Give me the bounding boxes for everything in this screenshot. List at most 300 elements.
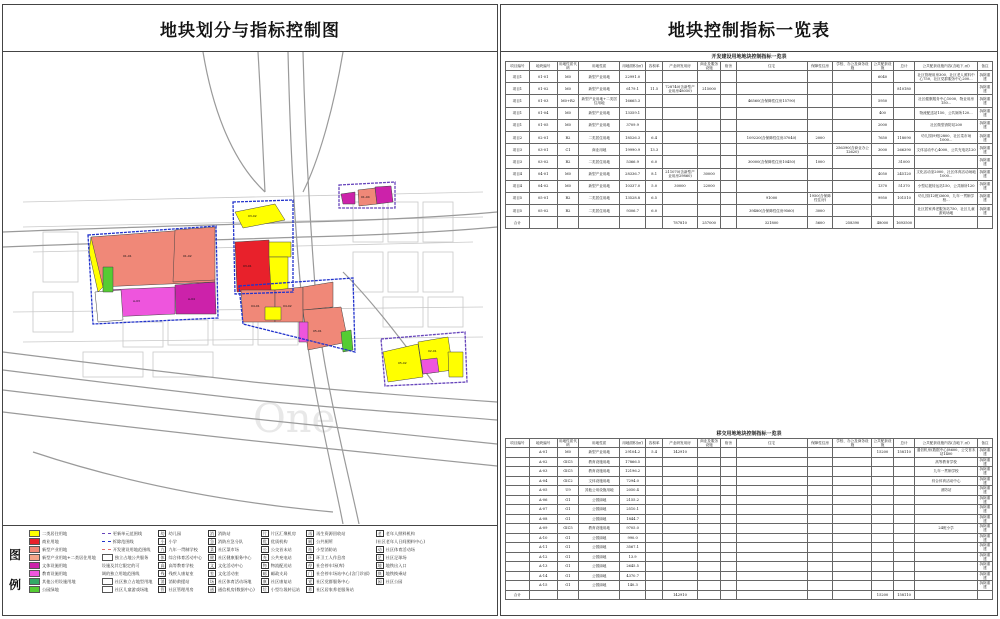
table-cell <box>697 95 721 107</box>
table-cell <box>506 524 530 534</box>
legend-facility-icon: 管 <box>160 587 165 592</box>
table-header-row <box>506 62 993 71</box>
table-cell <box>893 107 915 119</box>
table-cell: 6179.1 <box>620 83 646 95</box>
table-cell <box>893 476 915 486</box>
legend-label: 设施及其它限定的可 <box>101 563 140 568</box>
legend-facility-icon: 换 <box>377 571 382 576</box>
table-cell <box>646 524 663 534</box>
table-cell: 1370 <box>872 180 894 192</box>
table-cell: 九年一贯制学校 <box>915 467 977 477</box>
table-cell <box>915 83 977 95</box>
table-cell <box>697 495 721 505</box>
table-cell <box>721 168 736 180</box>
table-cell <box>646 514 663 524</box>
table-cell <box>646 107 663 119</box>
legend-label: 调的独立用地范围线 <box>101 571 140 576</box>
svg-text:A-04: A-04 <box>188 297 195 301</box>
table-cell <box>736 533 807 543</box>
legend-label: 残疾人康复室 <box>168 571 194 576</box>
table-cell: 01-05 <box>529 119 557 131</box>
table-cell: 01-04 <box>529 107 557 119</box>
table-cell <box>833 448 872 458</box>
table-cell: 15200 <box>872 448 894 458</box>
table-cell <box>807 590 833 600</box>
legend-facility-icon: 高 <box>160 563 165 568</box>
legend-item <box>158 546 202 553</box>
table-cell: A-07 <box>529 505 557 515</box>
legend-facility-icon: 门 <box>308 571 313 576</box>
table-cell <box>697 448 721 458</box>
table-cell <box>807 571 833 581</box>
table-cell <box>915 552 977 562</box>
table-cell <box>506 581 530 591</box>
table-cell <box>736 71 807 83</box>
table-cell <box>915 543 977 553</box>
table-cell <box>697 71 721 83</box>
table-cell: 二类居住用地 <box>579 131 620 143</box>
table-cell <box>721 180 736 192</box>
table-cell: 19990.9 <box>620 144 646 156</box>
table-cell: M0 <box>557 448 579 458</box>
table-cell <box>893 495 915 505</box>
legend-swatch <box>102 554 113 561</box>
table-cell <box>697 131 721 143</box>
table-cell: 新型产业用地+二类居住用地 <box>579 95 620 107</box>
legend-swatch <box>29 530 40 537</box>
table-cell: 新型产业用地 <box>579 180 620 192</box>
table-cell <box>721 448 736 458</box>
legend-label: 更新单元范围线 <box>112 531 143 536</box>
table-cell: 13.3 <box>646 144 663 156</box>
table-cell: M0+R2 <box>557 95 579 107</box>
table-cell <box>872 505 894 515</box>
table-cell: 05-02 <box>529 205 557 217</box>
table-cell <box>663 486 697 496</box>
table-cell: M0 <box>557 107 579 119</box>
table-cell <box>736 180 807 192</box>
table-cell <box>915 514 977 524</box>
table-cell <box>721 95 736 107</box>
table-cell: A-10 <box>529 533 557 543</box>
table-cell: 拆除重建 <box>977 180 992 192</box>
table-cell <box>721 83 736 95</box>
legend-title: 图例 <box>9 548 22 592</box>
table-cell: 215000 <box>697 83 721 95</box>
transfer-land-table-section <box>505 430 993 600</box>
legend-facility-icon: 通 <box>209 587 214 592</box>
table-cell <box>721 552 736 562</box>
table-row <box>506 543 993 553</box>
table-cell <box>697 192 721 204</box>
table-cell <box>977 217 992 229</box>
table-cell: 拆除重建 <box>977 168 992 180</box>
legend-facility-icon: 片 <box>262 531 267 536</box>
table-cell <box>807 95 833 107</box>
table-cell: 项目3 <box>506 156 530 168</box>
table-cell: 31000 <box>893 156 915 168</box>
table-cell: 拆除重建 <box>977 83 992 95</box>
table-cell <box>663 107 697 119</box>
table-cell <box>721 107 736 119</box>
legend-label: 通信机房(数据中心) <box>217 587 255 592</box>
table-cell: 教育设施用地 <box>579 467 620 477</box>
table-cell <box>697 156 721 168</box>
table-cell: 2510.1 <box>620 505 646 515</box>
table-cell <box>833 486 872 496</box>
table-cell: 266390 <box>893 144 915 156</box>
table-cell: G1 <box>557 571 579 581</box>
table-cell <box>893 71 915 83</box>
table-cell <box>663 467 697 477</box>
table-cell <box>807 71 833 83</box>
table-cell: 其他公用设施用地 <box>579 486 620 496</box>
table-cell: G1 <box>557 514 579 524</box>
table-cell <box>646 457 663 467</box>
legend-label: 高等教育学校 <box>168 563 194 568</box>
legend-item <box>261 562 300 569</box>
table-cell <box>807 533 833 543</box>
table-cell: M0 <box>557 83 579 95</box>
legend-item <box>261 546 300 553</box>
legend-facility-icon: 急 <box>209 539 214 544</box>
legend-facility-icon: 垃 <box>262 587 267 592</box>
table-cell <box>646 217 663 229</box>
table-header-cell: 地块编号 <box>529 62 557 71</box>
table-cell <box>872 495 894 505</box>
table-cell: 拆除重建 <box>977 524 992 534</box>
table-cell: 拆除重建 <box>977 467 992 477</box>
table-cell: 5950 <box>872 95 894 107</box>
table-cell: 48000 <box>872 217 894 229</box>
table-row <box>506 571 993 581</box>
table-cell <box>620 590 646 600</box>
table-cell <box>506 495 530 505</box>
legend-line-icon <box>102 541 111 542</box>
table-cell: 158110 <box>893 448 915 458</box>
table-cell: 新型产业用地 <box>579 107 620 119</box>
table-cell: 拆除重建 <box>977 562 992 572</box>
table-cell: R2 <box>557 131 579 143</box>
table-cell: 7650 <box>872 131 894 143</box>
table-cell: 拆除重建 <box>977 552 992 562</box>
table-header-cell: 宿舍 <box>721 62 736 71</box>
table-cell: G1 <box>557 543 579 553</box>
table-header-cell: 保障性住房 <box>807 62 833 71</box>
table-cell: 拆除重建 <box>977 581 992 591</box>
legend-label: 独立占地公共服务 <box>114 555 149 560</box>
legend-item <box>261 578 300 585</box>
legend-item <box>29 538 96 545</box>
table-cell: 2155.2 <box>620 495 646 505</box>
legend-item <box>376 546 425 553</box>
table-row <box>506 581 993 591</box>
table-cell: 文体设施用地 <box>579 476 620 486</box>
table-cell <box>663 476 697 486</box>
table-cell: 拆除重建 <box>977 119 992 131</box>
legend-facility-icon: 菜 <box>209 547 214 552</box>
table-cell: 5.0 <box>646 180 663 192</box>
table-cell <box>833 107 872 119</box>
table-cell <box>872 543 894 553</box>
table-cell: 合计 <box>506 217 530 229</box>
legend-facility-icon: 消 <box>209 531 214 536</box>
table-cell <box>663 552 697 562</box>
table-cell <box>697 119 721 131</box>
legend-label: 幼儿园 <box>168 531 182 536</box>
table-cell <box>697 505 721 515</box>
table-row <box>506 144 993 156</box>
svg-text:03-02: 03-02 <box>248 214 257 218</box>
legend-item <box>306 562 370 569</box>
svg-text:05-02: 05-02 <box>398 361 407 365</box>
table-cell <box>833 581 872 591</box>
table-row <box>506 533 993 543</box>
legend-item <box>29 586 96 593</box>
table-cell: 1844.7 <box>620 514 646 524</box>
table-cell: 10337.0 <box>620 180 646 192</box>
legend-label: 社区菜市场 <box>217 547 239 552</box>
legend-label: 文化活动中心 <box>217 563 244 568</box>
table-cell <box>736 505 807 515</box>
table-cell: 1693500 <box>893 217 915 229</box>
table-cell: 142910 <box>663 590 697 600</box>
table-cell: R2 <box>557 156 579 168</box>
legend-item <box>158 586 202 593</box>
table-cell <box>893 95 915 107</box>
table-cell <box>833 168 872 180</box>
transfer-land-table <box>505 438 993 600</box>
table-cell: 13528.8 <box>620 192 646 204</box>
table-row <box>506 476 993 486</box>
table-header-cell: 地块编号 <box>529 439 557 448</box>
table-row <box>506 156 993 168</box>
table-cell: 1950(含保障性住房) <box>807 192 833 204</box>
table-cell: 项目2 <box>506 131 530 143</box>
table-cell <box>697 590 721 600</box>
table-cell <box>807 505 833 515</box>
legend-facility-icon: 小 <box>160 539 165 544</box>
legend-item <box>29 530 96 537</box>
table-header-cell: 总计 <box>893 439 915 448</box>
legend-item <box>261 554 300 561</box>
table-cell: 03-01 <box>529 144 557 156</box>
table-cell <box>506 448 530 458</box>
table-cell: A-03 <box>529 467 557 477</box>
table-cell: 91000 <box>736 192 807 204</box>
legend-label: 片区汇聚机房 <box>270 531 296 536</box>
table-cell: 拆除重建 <box>977 205 992 217</box>
table-cell <box>872 571 894 581</box>
table-cell: GIC5 <box>557 467 579 477</box>
table-header-cell: 容积率 <box>646 62 663 71</box>
table-cell <box>977 590 992 600</box>
table-cell: 幼儿园(12班)3600、九年一贯制学校... <box>915 192 977 204</box>
table-cell: 142910 <box>663 448 697 458</box>
table-cell <box>646 533 663 543</box>
table-cell <box>721 590 736 600</box>
table-cell <box>697 205 721 217</box>
table-cell <box>506 467 530 477</box>
table-cell: 109220(含保障性住房37040) <box>736 131 807 143</box>
table-cell: G1 <box>557 562 579 572</box>
table-cell <box>721 495 736 505</box>
table-cell: 158110 <box>893 590 915 600</box>
table-cell <box>893 205 915 217</box>
table-cell: 二类居住用地 <box>579 156 620 168</box>
table-cell <box>646 95 663 107</box>
legend-item <box>261 586 300 593</box>
legend-facility-icon: 动 <box>377 547 382 552</box>
legend-facility-icon: 党 <box>308 579 313 584</box>
table-cell <box>807 581 833 591</box>
legend-column <box>102 530 153 593</box>
table-cell: 社区健康服务中心1000、物业用房150... <box>915 95 977 107</box>
table-cell: 通信机房(数据中心)8600、公交首末站1400 <box>916 448 976 457</box>
legend-column <box>261 530 300 593</box>
table-cell: 公园绿地 <box>579 571 620 581</box>
legend-swatch <box>29 546 40 553</box>
legend-label: 老年人照料机构 <box>385 531 415 536</box>
table-cell <box>529 217 557 229</box>
table-cell <box>663 514 697 524</box>
legend-label: 社区党群服务中心 <box>316 579 350 584</box>
table-header-cell: 保障性住房 <box>807 439 833 448</box>
legend-label: 社区公园 <box>385 579 403 584</box>
table-header-cell: 产业研发用房 <box>663 439 697 448</box>
map-panel-title: 地块划分与指标控制图 <box>3 5 497 52</box>
table-cell <box>506 514 530 524</box>
table-cell: 05-01 <box>529 192 557 204</box>
table-cell <box>893 457 915 467</box>
table-cell <box>506 571 530 581</box>
table-cell <box>872 156 894 168</box>
legend-label: 地铁换乘站 <box>385 571 407 576</box>
table-cell: 2645.5 <box>620 562 646 572</box>
table-cell: 文体活动中心4000、公共充电站120 <box>915 144 977 156</box>
table-row <box>506 514 993 524</box>
legend-label: 邮政支局 <box>270 571 288 576</box>
table-cell: 400 <box>872 107 894 119</box>
table-header-cell: 用地性质 <box>579 439 620 448</box>
table-cell <box>697 476 721 486</box>
table-cell <box>736 571 807 581</box>
legend-item <box>208 538 255 545</box>
table-cell <box>663 71 697 83</box>
legend-label: 消防站 <box>217 531 231 536</box>
table-cell <box>646 590 663 600</box>
legend-label: 社会停车场站中心(含门诊部) <box>316 571 370 576</box>
table-row <box>506 552 993 562</box>
table-cell <box>915 156 977 168</box>
table-cell <box>529 590 557 600</box>
table-cell <box>697 457 721 467</box>
table-cell <box>663 505 697 515</box>
table-cell: 项目5 <box>506 192 530 204</box>
transfer-table-caption: 移交用地地块控制指标一览表 <box>716 431 782 437</box>
table-cell <box>721 533 736 543</box>
table-cell <box>833 590 872 600</box>
table-cell <box>697 486 721 496</box>
table-cell: 合计 <box>506 590 530 600</box>
table-cell <box>807 180 833 192</box>
table-cell: 拆除重建 <box>977 571 992 581</box>
table-cell: G1 <box>557 505 579 515</box>
table-cell: A-05 <box>529 486 557 496</box>
table-cell: 22991.0 <box>620 71 646 83</box>
table-cell: 教育设施用地 <box>579 524 620 534</box>
table-cell <box>697 107 721 119</box>
table-cell <box>915 581 977 591</box>
table-cell: 258390 <box>833 217 872 229</box>
table-cell: 3000 <box>872 144 894 156</box>
svg-text:01-01: 01-01 <box>123 254 132 258</box>
table-row <box>506 486 993 496</box>
table-cell <box>506 533 530 543</box>
table-cell <box>893 505 915 515</box>
table-cell: 245120 <box>893 168 915 180</box>
legend-label: 开发建设用地范围线 <box>112 547 151 552</box>
table-cell <box>807 168 833 180</box>
table-cell: 2000 <box>807 131 833 143</box>
table-cell <box>833 495 872 505</box>
legend-facility-icon: 健 <box>209 555 214 560</box>
legend-label: 消防应急分队 <box>217 539 244 544</box>
table-cell <box>721 514 736 524</box>
table-cell <box>663 543 697 553</box>
table-cell: 9950 <box>872 192 894 204</box>
table-cell: 15200 <box>872 590 894 600</box>
table-cell <box>736 448 807 458</box>
table-row <box>506 192 993 204</box>
table-row <box>506 505 993 515</box>
table-cell <box>915 505 977 515</box>
table-cell <box>833 533 872 543</box>
table-cell: 01-02 <box>529 83 557 95</box>
table-cell: 51370 <box>893 180 915 192</box>
table-cell <box>833 524 872 534</box>
legend-item <box>208 586 255 593</box>
table-row <box>506 495 993 505</box>
table-cell: 04-01 <box>529 168 557 180</box>
map-legend <box>3 525 497 615</box>
table-cell <box>646 495 663 505</box>
table-cell <box>807 524 833 534</box>
table-cell <box>646 486 663 496</box>
table-cell: 16665.3 <box>620 95 646 107</box>
table-cell <box>833 505 872 515</box>
legend-facility-icon: 园 <box>377 579 382 584</box>
legend-label: 商业用地 <box>42 539 59 544</box>
legend-item <box>158 562 202 569</box>
table-cell: 18526.3 <box>620 131 646 143</box>
legend-label: 公共充电站 <box>270 555 292 560</box>
table-cell <box>736 83 807 95</box>
legend-facility-icon: 优 <box>262 539 267 544</box>
table-cell <box>736 119 807 131</box>
table-row <box>506 448 993 458</box>
table-cell <box>872 581 894 591</box>
table-cell <box>697 562 721 572</box>
table-header-cell: 用地面积(㎡) <box>620 62 646 71</box>
table-cell <box>893 524 915 534</box>
legend-item <box>158 570 202 577</box>
table-cell: 29104.2 <box>620 448 646 458</box>
table-cell: 46560(含保障性住房15790) <box>736 95 807 107</box>
table-cell <box>807 552 833 562</box>
legend-facility-icon: 九 <box>160 547 165 552</box>
table-cell: R2 <box>557 192 579 204</box>
